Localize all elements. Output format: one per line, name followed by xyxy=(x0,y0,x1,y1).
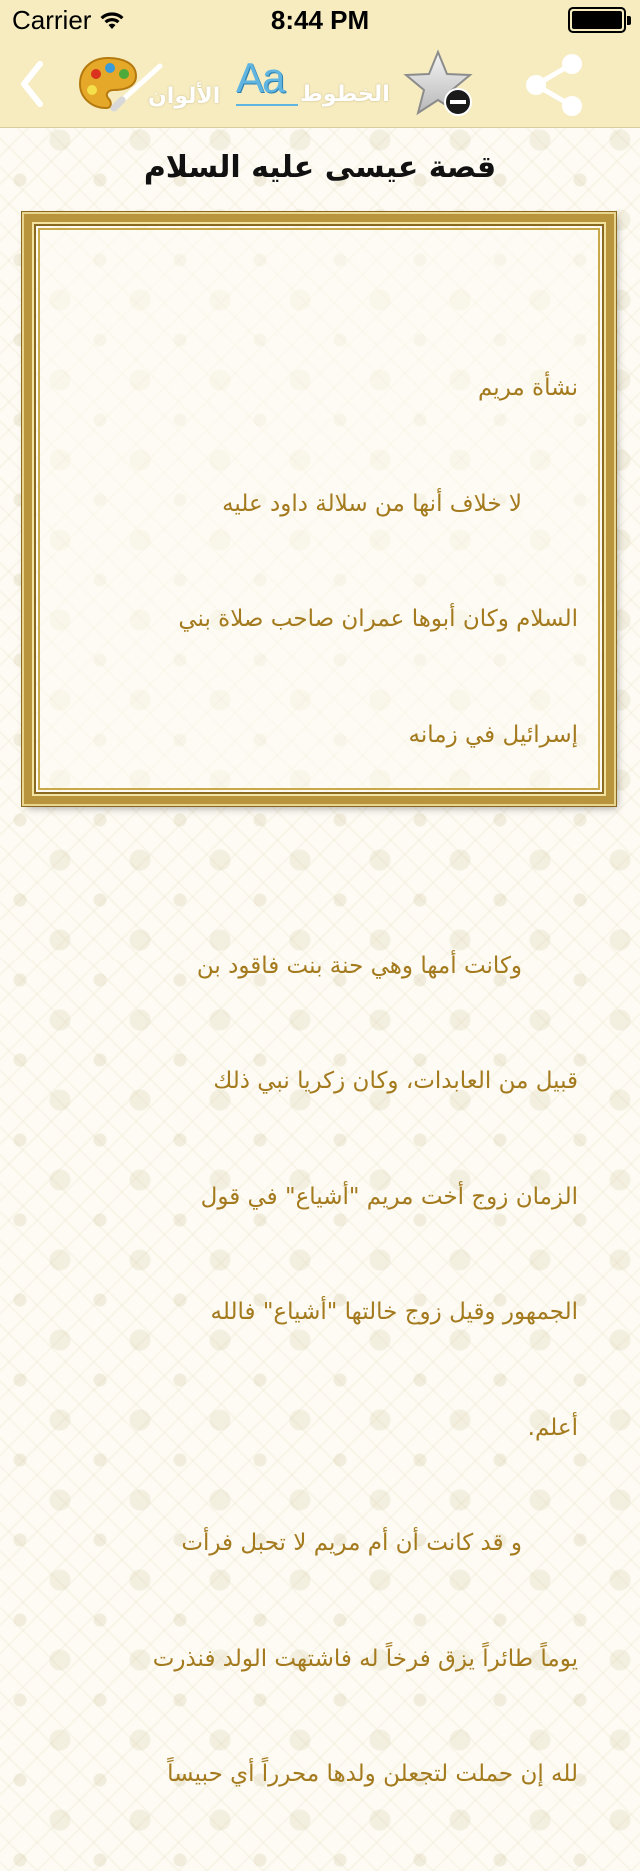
page-title: قصة عيسى عليه السلام xyxy=(143,150,497,185)
back-button[interactable] xyxy=(10,54,54,114)
story-line: قبيل من العابدات، وكان زكريا نبي ذلك xyxy=(213,1068,578,1094)
story-line: لا خلاف أنها من سلالة داود عليه xyxy=(222,490,522,517)
share-icon xyxy=(520,50,590,120)
colors-label: الألوان xyxy=(148,84,221,109)
story-line: إسرائيل في زمانه xyxy=(408,721,578,748)
story-line: و قد كانت أن أم مريم لا تحبل فرأت xyxy=(181,1530,522,1556)
font-aa-icon: Aa xyxy=(236,54,284,101)
battery-icon xyxy=(568,7,626,33)
wifi-icon xyxy=(99,10,125,30)
story-line: وكانت أمها وهي حنة بنت فاقود بن xyxy=(196,952,522,979)
fonts-label: الخطوط xyxy=(300,82,390,107)
story-line: الزمان زوج أخت مريم "أشياع" في قول xyxy=(200,1183,578,1210)
toolbar xyxy=(0,40,640,128)
fonts-button[interactable] xyxy=(234,52,390,118)
font-aa-underline xyxy=(236,104,298,106)
status-bar xyxy=(0,0,640,40)
status-time: 8:44 PM xyxy=(270,4,370,35)
story-line: أعلم. xyxy=(527,1414,578,1441)
carrier-label: Carrier xyxy=(12,4,92,35)
story-line: الجمهور وقيل زوج خالتها "أشياع" فالله xyxy=(210,1299,578,1325)
battery-level xyxy=(572,11,622,29)
story-line: يوماً طائراً يزق فرخاً له فاشتهت الولد فنذرت xyxy=(152,1645,578,1672)
story-line xyxy=(90,831,578,870)
story-line: نشأة مريم xyxy=(477,375,578,401)
status-left xyxy=(12,5,125,36)
remove-favorite-button[interactable] xyxy=(404,50,480,120)
share-button[interactable] xyxy=(520,50,590,120)
story-frame-inner[interactable] xyxy=(38,228,600,1787)
story-line: لله إن حملت لتجعلن ولدها محرراً أي حبيساً xyxy=(167,1761,578,1787)
colors-button[interactable] xyxy=(78,54,228,116)
story-frame xyxy=(24,214,614,1787)
star-remove-icon xyxy=(404,50,480,120)
story-text xyxy=(90,292,578,1871)
story-line: السلام وكان أبوها عمران صاحب صلاة بني xyxy=(178,606,578,632)
chevron-left-icon xyxy=(16,60,48,108)
